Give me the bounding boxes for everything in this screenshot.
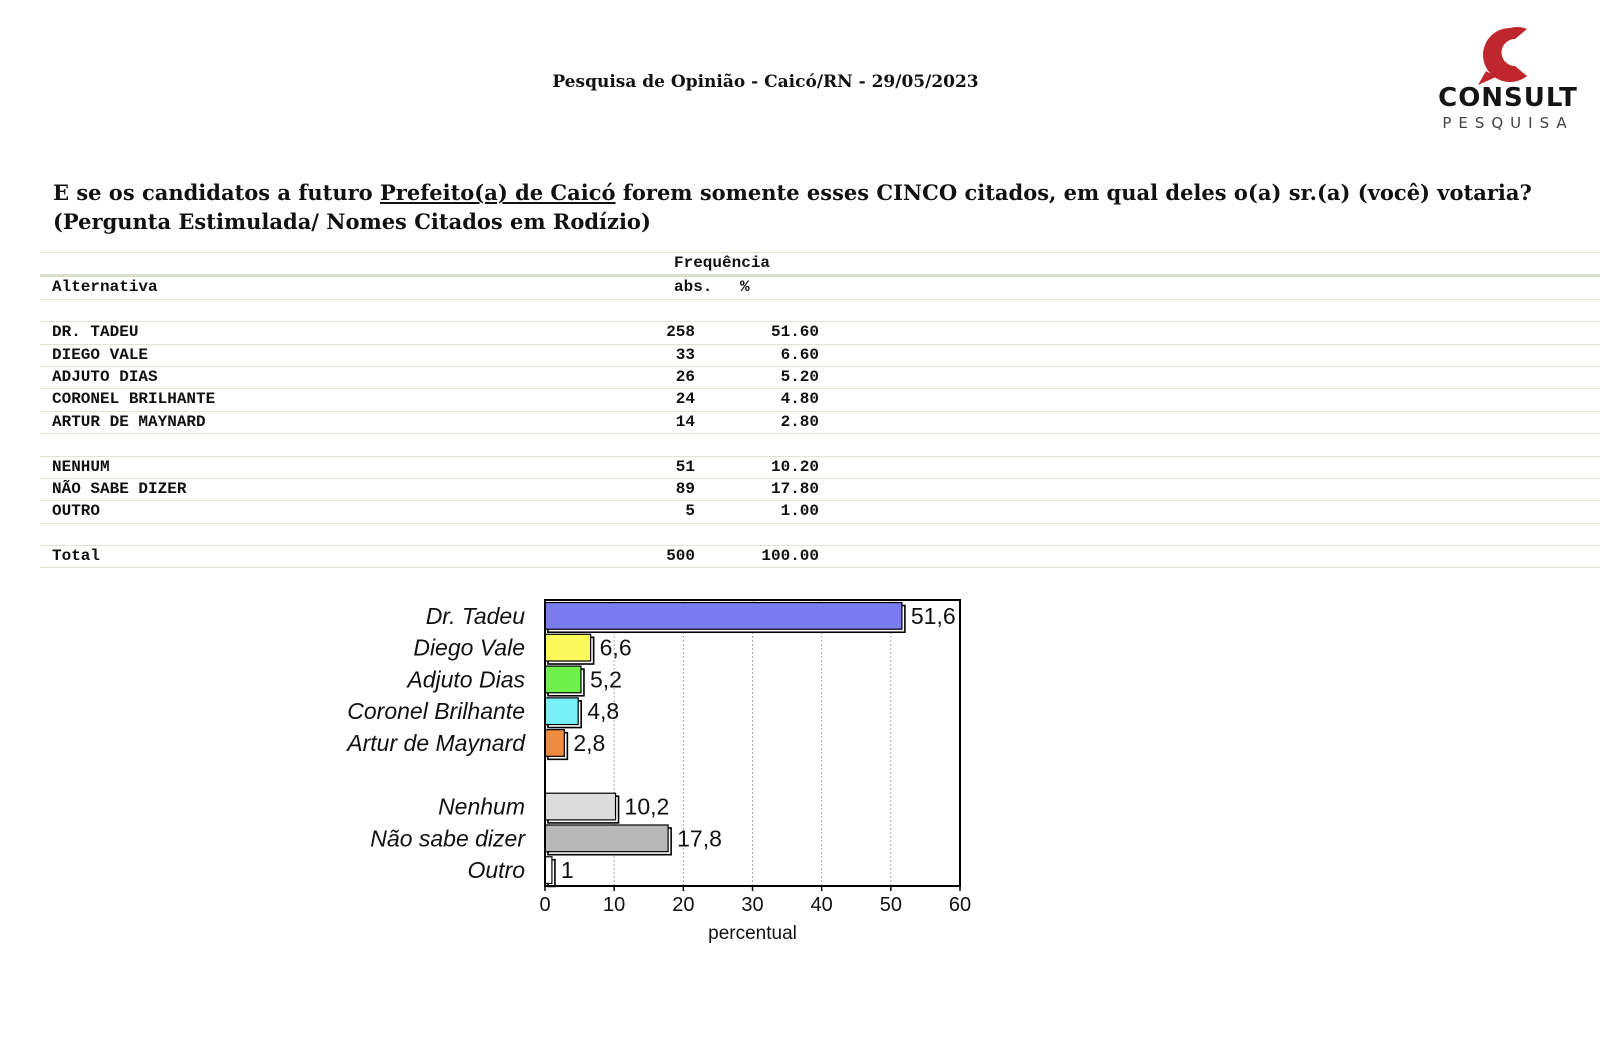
row-label: NÃO SABE DIZER <box>52 479 187 498</box>
bar-value-label: 4,8 <box>587 698 620 725</box>
row-label: CORONEL BRILHANTE <box>52 390 216 409</box>
row-percent: 4.80 <box>780 390 819 409</box>
report-title: Pesquisa de Opinião - Caicó/RN - 29/05/2023 <box>552 72 979 92</box>
bar <box>545 793 616 820</box>
x-axis-label: percentual <box>708 923 797 944</box>
category-label: Dr. Tadeu <box>425 602 525 629</box>
frequency-header: Frequência <box>674 254 771 272</box>
category-label: Nenhum <box>438 793 525 820</box>
table-row <box>40 388 1600 410</box>
row-label: NENHUM <box>52 457 110 476</box>
question-line-1 <box>53 178 1553 207</box>
bar <box>545 730 564 757</box>
x-tick-label: 60 <box>948 894 972 916</box>
table-row <box>40 545 1600 568</box>
bar-value-label: 10,2 <box>624 793 670 820</box>
table-column-header-row <box>40 274 1600 298</box>
row-abs: 89 <box>675 479 695 498</box>
category-label: Artur de Maynard <box>347 730 525 756</box>
bar-value-label: 2,8 <box>573 730 606 756</box>
bar-chart <box>280 585 1000 955</box>
row-label: ARTUR DE MAYNARD <box>52 412 206 431</box>
row-percent: 100.00 <box>761 547 819 566</box>
question-underlined: Prefeito(a) de Caicó <box>379 180 616 205</box>
row-abs: 33 <box>675 345 695 364</box>
bar-value-label: 51,6 <box>910 602 956 629</box>
x-tick-label: 30 <box>741 894 764 916</box>
table-row <box>40 456 1600 478</box>
bar <box>545 825 668 852</box>
row-percent: 17.80 <box>770 479 819 498</box>
table-row <box>40 366 1600 388</box>
x-tick-label: 10 <box>603 894 626 916</box>
table-body <box>40 299 1600 569</box>
table-group-header-row <box>40 252 1600 274</box>
row-label: Total <box>52 547 101 566</box>
row-percent: 2.80 <box>780 412 819 431</box>
category-label: Adjuto Dias <box>407 666 525 693</box>
row-label: DR. TADEU <box>52 323 139 342</box>
row-percent: 51.60 <box>770 323 819 342</box>
table-spacer-row <box>40 433 1600 455</box>
row-abs: 5 <box>685 502 695 521</box>
column-header-percent: % <box>740 278 750 297</box>
table-row <box>40 344 1600 366</box>
x-tick-label: 0 <box>539 894 551 916</box>
row-abs: 26 <box>675 367 695 386</box>
row-percent: 1.00 <box>780 502 819 521</box>
question-text-after: forem somente esses CINCO citados, em qual deles o(a) sr.(a) (você) votaria? <box>615 180 1532 205</box>
bar-value-label: 6,6 <box>599 634 632 661</box>
bar-value-label: 1 <box>560 857 574 884</box>
column-header-alternative: Alternativa <box>52 278 158 297</box>
x-tick-label: 20 <box>672 894 695 916</box>
row-percent: 5.20 <box>780 367 819 386</box>
row-label: ADJUTO DIAS <box>52 367 158 386</box>
row-abs: 24 <box>675 390 695 409</box>
bar-value-label: 17,8 <box>677 825 722 852</box>
table-row <box>40 500 1600 522</box>
x-tick-label: 50 <box>879 894 902 916</box>
bar <box>545 603 902 630</box>
row-percent: 6.60 <box>780 345 819 364</box>
table-row <box>40 478 1600 500</box>
row-label: OUTRO <box>52 502 101 521</box>
bar <box>545 634 591 661</box>
table-row <box>40 411 1600 433</box>
row-abs: 500 <box>666 547 695 566</box>
logo-subtitle: PESQUISA <box>1442 114 1574 132</box>
question-line-2: (Pergunta Estimulada/ Nomes Citados em Rodízio) <box>53 209 651 234</box>
bar <box>545 666 581 693</box>
row-percent: 10.20 <box>770 457 819 476</box>
bar-value-label: 5,2 <box>589 666 622 693</box>
category-label: Coronel Brilhante <box>347 698 525 725</box>
category-label: Diego Vale <box>413 634 525 661</box>
table-spacer-row <box>40 523 1600 545</box>
survey-question <box>53 178 1553 236</box>
row-abs: 14 <box>675 412 695 431</box>
row-label: DIEGO VALE <box>52 345 149 364</box>
bar <box>545 698 578 725</box>
table-row <box>40 321 1600 343</box>
row-abs: 258 <box>666 323 695 342</box>
logo-c-mark <box>1478 27 1527 85</box>
logo-name: CONSULT <box>1438 83 1578 113</box>
column-header-abs: abs. <box>674 278 713 297</box>
question-text-before: E se os candidatos a futuro <box>53 180 380 205</box>
row-abs: 51 <box>675 457 695 476</box>
bar <box>545 857 552 884</box>
frequency-table <box>40 252 1600 568</box>
table-spacer-row <box>40 299 1600 321</box>
category-label: Outro <box>467 857 525 884</box>
category-label: Não sabe dizer <box>370 825 525 852</box>
x-tick-label: 40 <box>810 894 833 916</box>
